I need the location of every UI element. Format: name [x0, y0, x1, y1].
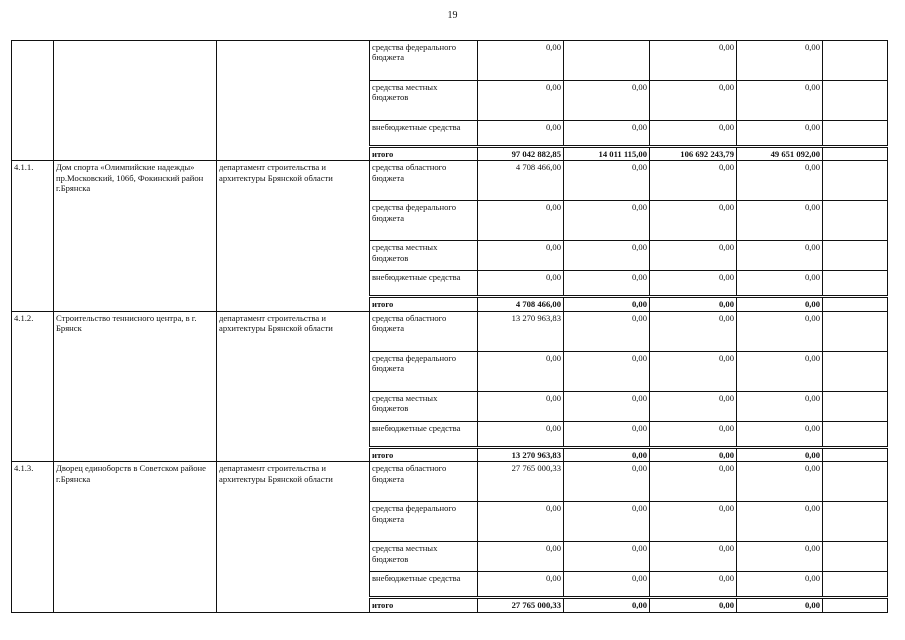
funding-source: внебюджетные средства	[370, 121, 478, 147]
funding-source: средства областного бюджета	[370, 311, 478, 351]
funding-source: внебюджетные средства	[370, 271, 478, 297]
amount-cell: 0,00	[650, 421, 737, 447]
amount-cell: 0,00	[564, 572, 650, 598]
empty-cell	[823, 351, 888, 391]
object-name: Дом спорта «Олимпийские надежды» пр.Московский, 106б, Фокинский район г.Брянска	[54, 161, 217, 311]
funding-source: средства областного бюджета	[370, 161, 478, 201]
amount-cell: 14 011 115,00	[564, 147, 650, 161]
amount-cell: 0,00	[478, 241, 564, 271]
amount-cell: 0,00	[478, 351, 564, 391]
amount-cell: 0,00	[478, 542, 564, 572]
amount-cell: 0,00	[564, 447, 650, 461]
amount-cell: 0,00	[564, 351, 650, 391]
amount-cell: 0,00	[737, 241, 823, 271]
amount-cell: 106 692 243,79	[650, 147, 737, 161]
name-cell	[54, 41, 217, 161]
item-code: 4.1.3.	[12, 462, 54, 612]
item-code: 4.1.2.	[12, 311, 54, 461]
amount-cell: 0,00	[478, 421, 564, 447]
amount-cell: 0,00	[564, 161, 650, 201]
amount-cell: 0,00	[564, 391, 650, 421]
amount-cell: 0,00	[737, 201, 823, 241]
amount-cell: 0,00	[737, 271, 823, 297]
empty-cell	[823, 161, 888, 201]
amount-cell: 0,00	[737, 81, 823, 121]
amount-cell: 0,00	[737, 161, 823, 201]
empty-cell	[823, 201, 888, 241]
funding-source: средства местных бюджетов	[370, 241, 478, 271]
amount-cell: 0,00	[737, 421, 823, 447]
empty-cell	[823, 147, 888, 161]
empty-cell	[823, 311, 888, 351]
funding-source: средства местных бюджетов	[370, 391, 478, 421]
amount-cell: 13 270 963,83	[478, 447, 564, 461]
amount-cell: 0,00	[478, 391, 564, 421]
amount-cell: 0,00	[478, 81, 564, 121]
amount-cell: 0,00	[478, 41, 564, 81]
amount-cell: 0,00	[564, 121, 650, 147]
table-row	[12, 161, 888, 201]
amount-cell: 13 270 963,83	[478, 311, 564, 351]
amount-cell: 0,00	[737, 572, 823, 598]
amount-cell: 0,00	[650, 81, 737, 121]
amount-cell: 0,00	[650, 502, 737, 542]
amount-cell: 0,00	[564, 311, 650, 351]
executor-cell	[217, 41, 370, 161]
amount-cell: 0,00	[650, 598, 737, 612]
table-row	[12, 41, 888, 81]
empty-cell	[823, 598, 888, 612]
empty-cell	[823, 421, 888, 447]
amount-cell: 0,00	[650, 41, 737, 81]
amount-cell: 97 042 882,85	[478, 147, 564, 161]
funding-source: внебюджетные средства	[370, 572, 478, 598]
empty-cell	[823, 502, 888, 542]
amount-cell	[564, 41, 650, 81]
executor-name: департамент строительства и архитектуры Брянской области	[217, 161, 370, 311]
executor-name: департамент строительства и архитектуры Брянской области	[217, 311, 370, 461]
amount-cell: 0,00	[737, 462, 823, 502]
amount-cell: 0,00	[650, 201, 737, 241]
empty-cell	[823, 462, 888, 502]
funding-source: средства областного бюджета	[370, 462, 478, 502]
amount-cell: 0,00	[650, 161, 737, 201]
empty-cell	[823, 572, 888, 598]
funding-source: средства местных бюджетов	[370, 542, 478, 572]
item-code: 4.1.1.	[12, 161, 54, 311]
total-label: итого	[370, 598, 478, 612]
empty-cell	[823, 241, 888, 271]
executor-name: департамент строительства и архитектуры Брянской области	[217, 462, 370, 612]
amount-cell: 0,00	[650, 271, 737, 297]
amount-cell: 0,00	[564, 598, 650, 612]
funding-source: средства федерального бюджета	[370, 351, 478, 391]
empty-cell	[823, 41, 888, 81]
amount-cell: 4 708 466,00	[478, 161, 564, 201]
amount-cell: 0,00	[478, 201, 564, 241]
amount-cell: 27 765 000,33	[478, 598, 564, 612]
empty-cell	[823, 81, 888, 121]
amount-cell: 0,00	[737, 311, 823, 351]
amount-cell: 0,00	[564, 271, 650, 297]
empty-cell	[823, 391, 888, 421]
amount-cell: 0,00	[650, 542, 737, 572]
object-name: Дворец единоборств в Советском районе г.Брянска	[54, 462, 217, 612]
empty-cell	[823, 542, 888, 572]
amount-cell: 0,00	[564, 421, 650, 447]
amount-cell: 0,00	[650, 297, 737, 311]
amount-cell: 49 651 092,00	[737, 147, 823, 161]
amount-cell: 0,00	[737, 391, 823, 421]
amount-cell: 0,00	[564, 201, 650, 241]
amount-cell: 27 765 000,33	[478, 462, 564, 502]
total-label: итого	[370, 297, 478, 311]
table-row	[12, 462, 888, 502]
funding-source: средства федерального бюджета	[370, 41, 478, 81]
amount-cell: 0,00	[650, 447, 737, 461]
amount-cell: 0,00	[564, 502, 650, 542]
funding-source: средства местных бюджетов	[370, 81, 478, 121]
amount-cell: 0,00	[478, 121, 564, 147]
amount-cell: 0,00	[478, 502, 564, 542]
amount-cell: 0,00	[564, 81, 650, 121]
funding-source: внебюджетные средства	[370, 421, 478, 447]
empty-cell	[823, 297, 888, 311]
amount-cell: 0,00	[737, 121, 823, 147]
amount-cell: 0,00	[650, 462, 737, 502]
amount-cell: 0,00	[737, 447, 823, 461]
amount-cell: 0,00	[737, 598, 823, 612]
empty-cell	[823, 121, 888, 147]
amount-cell: 0,00	[650, 121, 737, 147]
amount-cell: 0,00	[650, 241, 737, 271]
amount-cell: 0,00	[737, 351, 823, 391]
amount-cell: 0,00	[737, 41, 823, 81]
amount-cell: 0,00	[737, 297, 823, 311]
amount-cell: 0,00	[737, 542, 823, 572]
amount-cell: 0,00	[737, 502, 823, 542]
amount-cell: 0,00	[564, 542, 650, 572]
amount-cell: 0,00	[650, 391, 737, 421]
amount-cell: 0,00	[650, 351, 737, 391]
amount-cell: 0,00	[650, 311, 737, 351]
budget-table	[11, 40, 888, 613]
code-cell	[12, 41, 54, 161]
amount-cell: 0,00	[564, 297, 650, 311]
total-label: итого	[370, 447, 478, 461]
funding-source: средства федерального бюджета	[370, 201, 478, 241]
amount-cell: 0,00	[564, 462, 650, 502]
object-name: Строительство теннисного центра, в г. Брянск	[54, 311, 217, 461]
funding-source: средства федерального бюджета	[370, 502, 478, 542]
empty-cell	[823, 271, 888, 297]
total-label: итого	[370, 147, 478, 161]
empty-cell	[823, 447, 888, 461]
page-number: 19	[447, 10, 458, 21]
amount-cell: 0,00	[650, 572, 737, 598]
amount-cell: 0,00	[478, 572, 564, 598]
amount-cell: 0,00	[478, 271, 564, 297]
amount-cell: 0,00	[564, 241, 650, 271]
table-row	[12, 311, 888, 351]
amount-cell: 4 708 466,00	[478, 297, 564, 311]
